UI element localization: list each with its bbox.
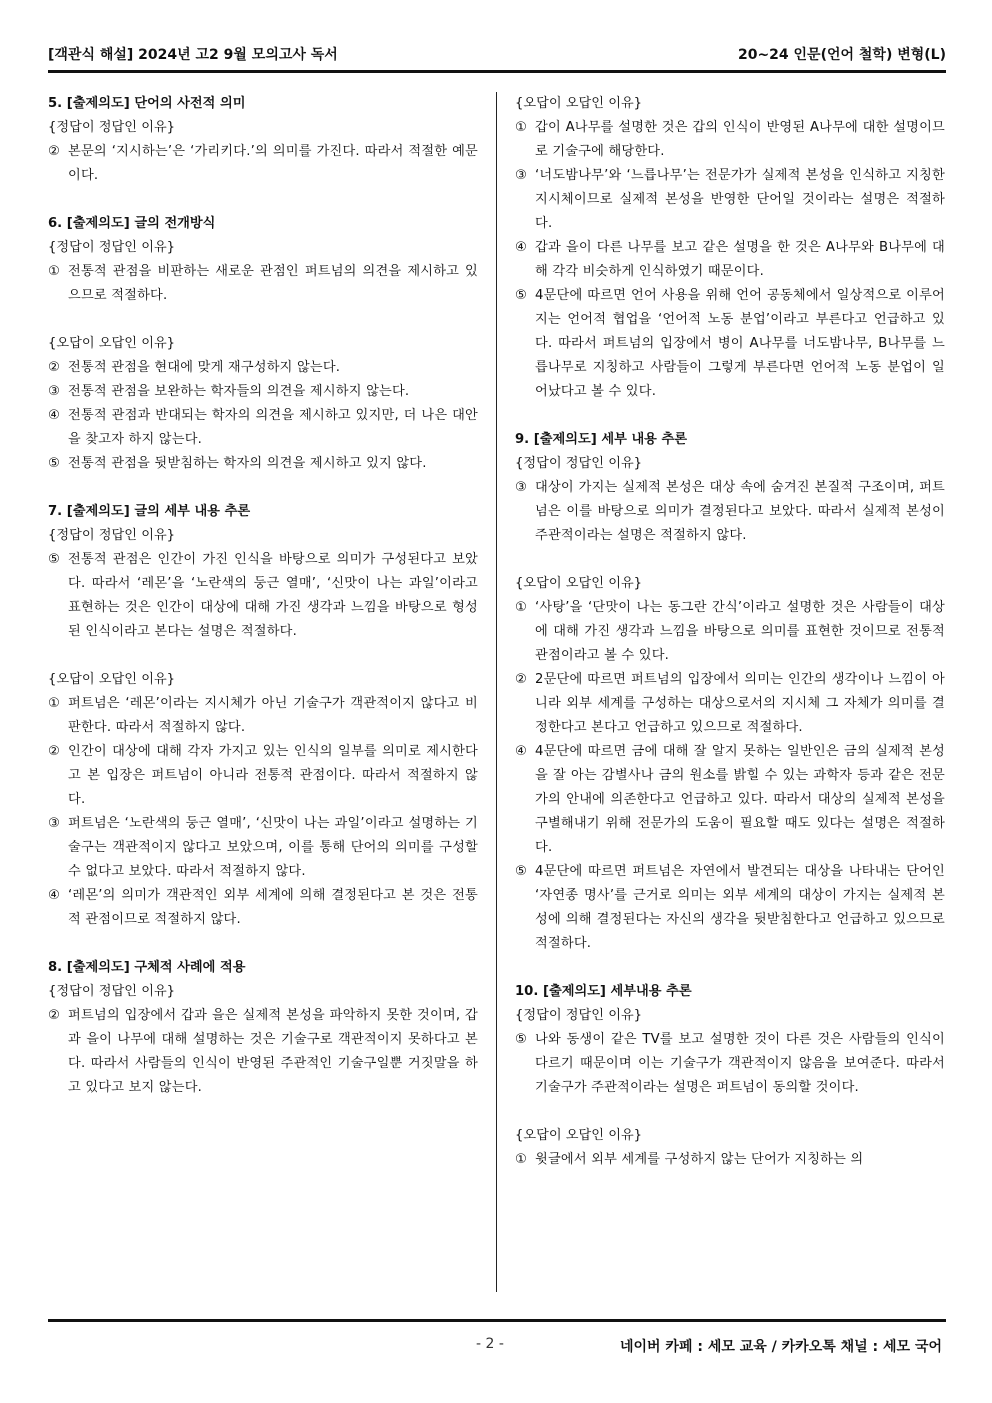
choice-explanation [48,692,478,740]
footer-rule [48,1319,946,1322]
choice-number: ① [48,264,60,279]
choice-text: 갑이 A나무를 설명한 것은 갑의 인식이 반영된 A나무에 대한 설명이므로 기술구에 해당한다. [535,120,945,159]
choice-explanation [48,812,478,884]
choice-text: 전통적 관점은 인간이 가진 인식을 바탕으로 의미가 구성된다고 보았다. 따라서 ‘레몬’을 ‘노란색의 둥근 열매’, ‘신맛이 나는 과일’이라고 표현하는 것은 인간이 대상에 대해 가진 생각과 느낌을 바탕으로 형성된 인식이라고 본다는 설명은 적절하다. [68,552,478,639]
choice-explanation [48,356,478,380]
answer-reason-label: {정답이 정답인 이유} [515,456,643,471]
choice-number: ① [48,696,60,711]
spacer [515,1100,945,1124]
choice-explanation [48,140,478,188]
choice-number: ② [48,744,60,759]
choice-text: 퍼트넘은 ‘노란색의 둥근 열매’, ‘신맛이 나는 과일’이라고 설명하는 기술구는 객관적이지 않다고 보았으며, 이를 통해 단어의 의미를 구성할 수 없다고 보았다. 따라서 적절하지 않다. [68,816,478,879]
question-section [48,212,478,476]
choice-text: ‘레몬’의 의미가 객관적인 외부 세계에 의해 결정된다고 본 것은 전통적 관점이므로 적절하지 않다. [68,888,478,927]
answer-reason-label: {오답이 오답인 이유} [515,1128,643,1143]
answer-reason-label: {정답이 정답인 이유} [48,240,176,255]
question-title: 8. [출제의도] 구체적 사례에 적용 [48,960,246,975]
choice-text: ‘너도밤나무’와 ‘느릅나무’는 전문가가 실제적 본성을 인식하고 지칭한 지시체이므로 실제적 본성을 반영한 단어일 것이라는 설명은 적절하다. [535,168,945,231]
choice-explanation [515,596,945,668]
choice-explanation [48,260,478,308]
question-title: 9. [출제의도] 세부 내용 추론 [515,432,687,447]
choice-explanation [48,404,478,452]
choice-text: 전통적 관점과 반대되는 학자의 의견을 제시하고 있지만, 더 나은 대안을 찾고자 하지 않는다. [68,408,478,447]
answer-reason-label: {오답이 오답인 이유} [515,576,643,591]
question-section [48,500,478,932]
answer-reason-label: {오답이 오답인 이유} [48,672,176,687]
question-title: 5. [출제의도] 단어의 사전적 의미 [48,96,246,111]
choice-explanation [515,740,945,860]
choice-explanation [515,1148,945,1172]
choice-number: ① [515,120,527,135]
choice-text: 갑과 을이 다른 나무를 보고 같은 설명을 한 것은 A나무와 B나무에 대해 각각 비슷하게 인식하였기 때문이다. [535,240,945,279]
choice-text: 전통적 관점을 보완하는 학자들의 의견을 제시하지 않는다. [68,384,410,399]
choice-number: ⑤ [48,456,60,471]
header-subtitle: 20~24 인문(언어 철학) 변형(L) [737,47,946,63]
answer-reason-label: {정답이 정답인 이유} [48,984,176,999]
answer-reason-label: {오답이 오답인 이유} [48,336,176,351]
choice-number: ① [515,600,527,615]
column-divider [496,92,497,1292]
header-rule [48,70,946,73]
header-title: [객관식 해설] 2024년 고2 9월 모의고사 독서 [48,47,338,63]
choice-number: ③ [515,480,527,495]
choice-explanation [48,548,478,644]
choice-explanation [48,884,478,932]
choice-number: ② [48,144,60,159]
choice-text: 윗글에서 외부 세계를 구성하지 않는 단어가 지칭하는 의 [535,1152,864,1167]
choice-text: 4문단에 따르면 퍼트넘은 자연에서 발견되는 대상을 나타내는 단어인 ‘자연종 명사’를 근거로 의미는 외부 세계의 대상이 가지는 실제적 본성에 의해 결정된다는 자신의 생각을 뒷받침한다고 언급하고 있으므로 적절하다. [535,864,945,951]
choice-text: 4문단에 따르면 금에 대해 잘 알지 못하는 일반인은 금의 실제적 본성을 잘 아는 감별사나 금의 원소를 밝힐 수 있는 과학자 등과 같은 전문가의 안내에 의존한다고 언급하고 있다. 따라서 대상의 실제적 본성을 구별해내기 위해 전문가의 도움이 필요할 때도 있다는 설명은 적절하다. [535,744,945,855]
choice-text: 전통적 관점을 비판하는 새로운 관점인 퍼트넘의 의견을 제시하고 있으므로 적절하다. [68,264,478,303]
choice-number: ③ [515,168,527,183]
answer-reason-label: {정답이 정답인 이유} [515,1008,643,1023]
answer-reason-label: {오답이 오답인 이유} [515,96,643,111]
choice-number: ⑤ [515,288,527,303]
choice-text: 퍼트넘의 입장에서 갑과 을은 실제적 본성을 파악하지 못한 것이며, 갑과 을이 나무에 대해 설명하는 것은 기술구로 객관적이지 못하다고 본다. 따라서 사람들의 인식이 반영된 주관적인 기술구일뿐 거짓말을 하고 있다고 보지 않는다. [68,1008,478,1095]
choice-number: ⑤ [515,1032,527,1047]
choice-number: ⑤ [48,552,60,567]
choice-number: ⑤ [515,864,527,879]
choice-explanation [515,116,945,164]
choice-text: 인간이 대상에 대해 각자 가지고 있는 인식의 일부를 의미로 제시한다고 본 입장은 퍼트넘이 아니라 전통적 관점이다. 따라서 적절하지 않다. [68,744,478,807]
answer-reason-label: {정답이 정답인 이유} [48,528,176,543]
choice-explanation [515,284,945,404]
page-number: - 2 - [476,1336,504,1352]
spacer [48,308,478,332]
question-section [48,92,478,188]
choice-text: 전통적 관점을 뒷받침하는 학자의 의견을 제시하고 있지 않다. [68,456,427,471]
choice-number: ④ [48,888,60,903]
footer-credit: 네이버 카페 : 세모 교육 / 카카오톡 채널 : 세모 국어 [619,1339,942,1355]
choice-explanation [515,860,945,956]
choice-number: ② [48,1008,60,1023]
choice-explanation [515,1028,945,1100]
choice-explanation [515,668,945,740]
choice-explanation [48,1004,478,1100]
question-title: 7. [출제의도] 글의 세부 내용 추론 [48,504,251,519]
spacer [48,644,478,668]
choice-text: 4문단에 따르면 언어 사용을 위해 언어 공동체에서 일상적으로 이루어지는 언어적 협업을 ‘언어적 노동 분업’이라고 부른다고 언급하고 있다. 따라서 퍼트넘의 입장에서 병이 A나무를 너도밤나무, B나무를 느릅나무로 지칭하고 사람들이 그렇게 부른다면 언어적 노동 분업이 일어났다고 볼 수 있다. [535,288,945,399]
left-column [48,92,478,1100]
choice-explanation [48,380,478,404]
choice-number: ④ [515,240,527,255]
choice-explanation [515,476,945,548]
choice-number: ③ [48,816,60,831]
choice-explanation [48,452,478,476]
choice-number: ② [515,672,527,687]
choice-number: ① [515,1152,527,1167]
choice-text: 대상이 가지는 실제적 본성은 대상 속에 숨겨진 본질적 구조이며, 퍼트넘은 이를 바탕으로 의미가 결정된다고 보았다. 따라서 실제적 본성이 주관적이라는 설명은 적절하지 않다. [535,480,945,543]
right-column [515,92,945,1172]
choice-number: ④ [515,744,527,759]
choice-number: ④ [48,408,60,423]
choice-text: 퍼트넘은 ‘레몬’이라는 지시체가 아닌 기술구가 객관적이지 않다고 비판한다. 따라서 적절하지 않다. [68,696,478,735]
choice-number: ② [48,360,60,375]
choice-number: ③ [48,384,60,399]
choice-explanation [515,236,945,284]
choice-text: 2문단에 따르면 퍼트넘의 입장에서 의미는 인간의 생각이나 느낌이 아니라 외부 세계를 구성하는 대상으로서의 지시체 그 자체가 의미를 결정한다고 본다고 언급하고 있으므로 적절하다. [535,672,945,735]
question-section [515,980,945,1172]
question-section [515,92,945,404]
choice-explanation [515,164,945,236]
choice-text: 본문의 ‘지시하는’은 ‘가리키다.’의 의미를 가진다. 따라서 적절한 예문이다. [68,144,478,183]
question-title: 6. [출제의도] 글의 전개방식 [48,216,216,231]
choice-text: 전통적 관점을 현대에 맞게 재구성하지 않는다. [68,360,341,375]
choice-text: ‘사탕’을 ‘단맛이 나는 동그란 간식’이라고 설명한 것은 사람들이 대상에 대해 가진 생각과 느낌을 바탕으로 의미를 표현한 것이므로 전통적 관점이라고 볼 수 있다. [535,600,945,663]
question-section [515,428,945,956]
spacer [515,548,945,572]
choice-text: 나와 동생이 같은 TV를 보고 설명한 것이 다른 것은 사람들의 인식이 다르기 때문이며 이는 기술구가 객관적이지 않음을 보여준다. 따라서 기술구가 주관적이라는 설명은 퍼트넘이 동의할 것이다. [535,1032,945,1095]
question-section [48,956,478,1100]
answer-reason-label: {정답이 정답인 이유} [48,120,176,135]
question-title: 10. [출제의도] 세부내용 추론 [515,984,692,999]
page-header [48,44,946,66]
choice-explanation [48,740,478,812]
